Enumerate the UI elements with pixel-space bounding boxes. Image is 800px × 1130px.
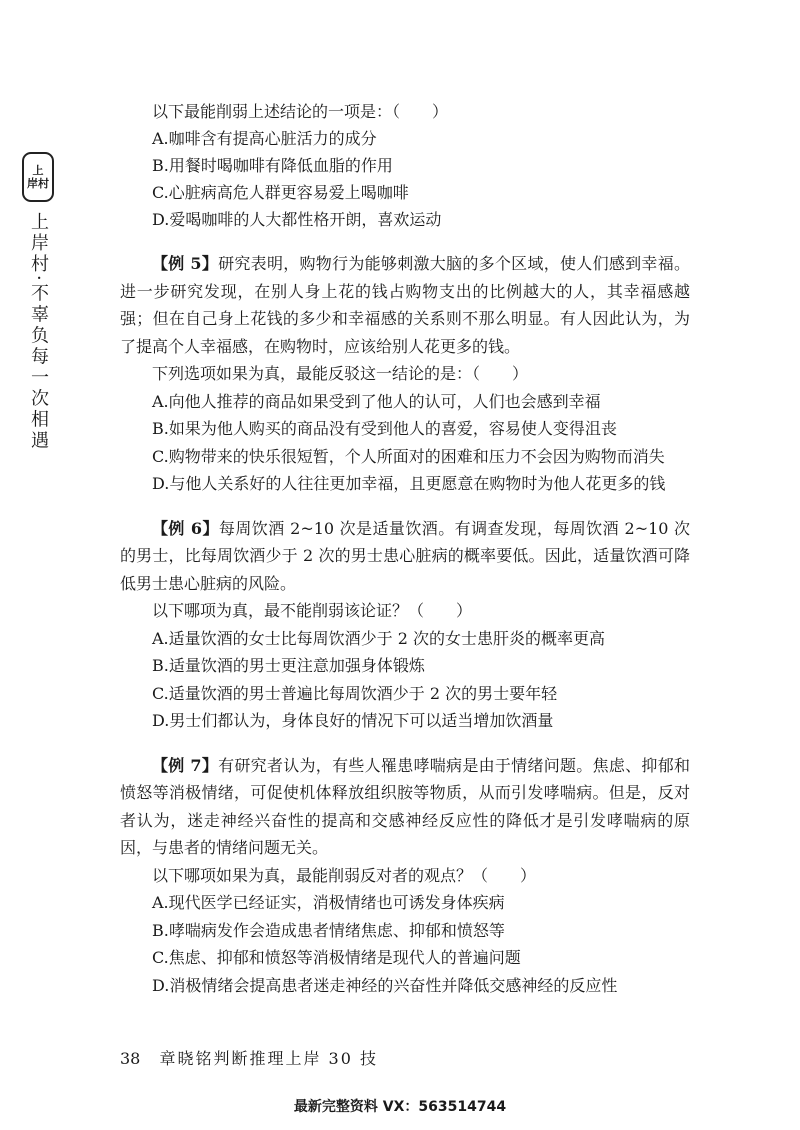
option-b: B.哮喘病发作会造成患者情绪焦虑、抑郁和愤怒等 [152, 920, 505, 940]
page-content [120, 98, 690, 999]
option-b: B.如果为他人购买的商品没有受到他人的喜爱，容易使人变得沮丧 [152, 419, 617, 438]
option-b: B.适量饮酒的男士更注意加强身体锻炼 [152, 656, 425, 675]
question-prompt: 以下哪项如果为真，最能削弱反对者的观点？（ ） [152, 865, 537, 885]
option-c: C.焦虑、抑郁和愤怒等消极情绪是现代人的普遍问题 [152, 948, 521, 967]
option-d: D.爱喝咖啡的人大都性格开朗，喜欢运动 [152, 210, 442, 229]
example-tag: 【例 6】 [152, 518, 219, 538]
option-c: C.购物带来的快乐很短暂，个人所面对的困难和压力不会因为购物而消失 [152, 446, 665, 466]
example-stem-text: 有研究者认为，有些人罹患哮喘病是由于情绪问题。焦虑、抑郁和愤怒等消极情绪，可促使机体释放组织胺等物质，从而引发哮喘病。但是，反对者认为，迷走神经兴奋性的提高和交感神经反应性的降低才是引发哮喘病的原因，与患者的情绪问题无关。 [120, 755, 690, 857]
option-c: C.适量饮酒的男士普遍比每周饮酒少于 2 次的男士要年轻 [152, 683, 558, 703]
option-c: C.心脏病高危人群更容易爱上喝咖啡 [152, 183, 409, 202]
example-tag: 【例 5】 [152, 254, 219, 273]
option-d: D.消极情绪会提高患者迷走神经的兴奋性并降低交感神经的反应性 [152, 975, 618, 995]
sidebar-motto: 上岸村·不辜负每一次相遇 [28, 212, 49, 452]
example-stem-text: 研究表明，购物行为能够刺激大脑的多个区域，使人们感到幸福。进一步研究发现，在别人身上花的钱占购物支出的比例越大的人，其幸福感越强；但在自己身上花钱的多少和幸福感的关系则不那么明显。有人因此认为，为了提高个人幸福感，在购物时，应该给别人花更多的钱。 [120, 254, 690, 356]
contact-watermark: 最新完整资料 VX：563514744 [293, 1099, 507, 1115]
example-7 [120, 752, 690, 1000]
option-a: A.现代医学已经证实，消极情绪也可诱发身体疾病 [152, 893, 505, 912]
question-prompt: 以下哪项为真，最不能削弱该论证？（ ） [152, 601, 473, 620]
option-b: B.用餐时喝咖啡有降低血脂的作用 [152, 156, 393, 175]
example-6 [120, 515, 690, 735]
example-5 [120, 250, 690, 498]
page-footer [120, 1046, 378, 1069]
option-d: D.男士们都认为，身体良好的情况下可以适当增加饮酒量 [152, 711, 554, 730]
seal-logo [22, 152, 54, 202]
sidebar [18, 152, 58, 452]
option-a: A.咖啡含有提高心脏活力的成分 [152, 129, 377, 148]
question-4-tail [120, 98, 690, 233]
example-stem-text: 每周饮酒 2~10 次是适量饮酒。有调查发现，每周饮酒 2~10 次的男士，比每周饮酒少于 2 次的男士患心脏病的概率要低。因此，适量饮酒可降低男士患心脏病的风险。 [120, 518, 690, 593]
book-title: 章晓铭判断推理上岸 30 技 [159, 1049, 378, 1068]
question-prompt: 以下最能削弱上述结论的一项是：（ ） [152, 102, 449, 121]
example-stem [120, 250, 690, 360]
option-a: A.适量饮酒的女士比每周饮酒少于 2 次的女士患肝炎的概率更高 [152, 628, 605, 648]
seal-top-text: 上 [32, 164, 44, 177]
page-number: 38 [120, 1049, 141, 1068]
option-a: A.向他人推荐的商品如果受到了他人的认可，人们也会感到幸福 [152, 391, 601, 411]
example-stem [120, 752, 690, 862]
question-prompt: 下列选项如果为真，最能反驳这一结论的是：（ ） [152, 364, 529, 383]
seal-bottom-text: 岸村 [27, 177, 49, 190]
example-tag: 【例 7】 [152, 755, 219, 775]
option-d: D.与他人关系好的人往往更加幸福，且更愿意在购物时为他人花更多的钱 [152, 474, 666, 493]
example-stem [120, 515, 690, 598]
